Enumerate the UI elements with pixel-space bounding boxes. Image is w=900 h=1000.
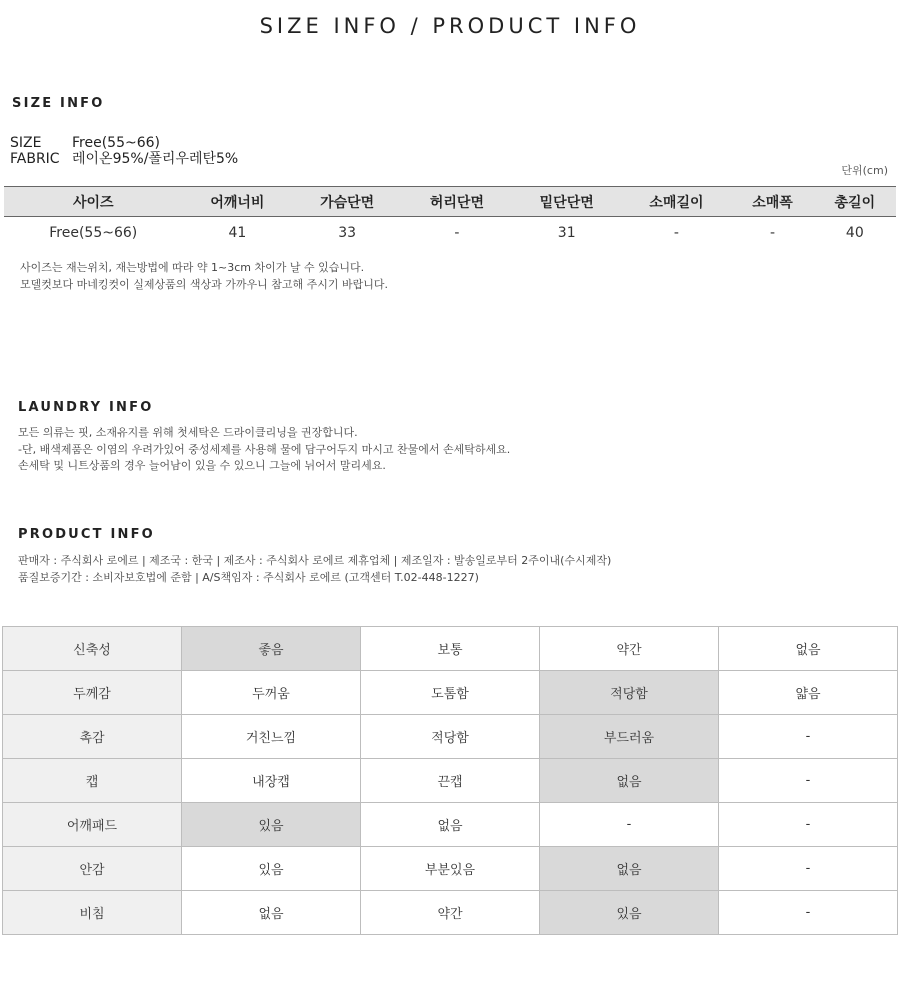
attribute-row — [3, 759, 898, 803]
table-cell: 31 — [557, 224, 576, 241]
attribute-option: - — [540, 803, 719, 847]
attribute-row — [3, 891, 898, 935]
attribute-option: 없음 — [361, 803, 540, 847]
header-cell: 가슴단면 — [292, 187, 402, 217]
attribute-option: - — [719, 803, 898, 847]
attribute-option: 얇음 — [719, 671, 898, 715]
attribute-label: 촉감 — [3, 715, 182, 759]
header-cell: 소매폭 — [731, 187, 813, 217]
attribute-option-selected: 적당함 — [540, 671, 719, 715]
attribute-row — [3, 803, 898, 847]
product-info-title: PRODUCT INFO — [18, 527, 155, 542]
size-table-header — [4, 187, 896, 217]
unit-label: 단위(cm) — [841, 164, 888, 177]
attribute-label: 어깨패드 — [3, 803, 182, 847]
attribute-option: 약간 — [361, 891, 540, 935]
attribute-option: - — [719, 891, 898, 935]
table-cell: - — [454, 224, 460, 241]
header-cell: 밑단단면 — [512, 187, 622, 217]
attribute-option: 도톰함 — [361, 671, 540, 715]
attribute-option: 내장캡 — [182, 759, 361, 803]
header-cell: 허리단면 — [402, 187, 512, 217]
header-cell: 소매길이 — [622, 187, 732, 217]
size-notes — [20, 260, 388, 293]
table-row — [4, 217, 896, 249]
size-spec — [10, 135, 160, 151]
attribute-row — [3, 847, 898, 891]
attribute-label: 신축성 — [3, 627, 182, 671]
header-cell: 사이즈 — [4, 187, 183, 217]
attribute-option: 약간 — [540, 627, 719, 671]
attribute-label: 캡 — [3, 759, 182, 803]
attribute-option: - — [719, 715, 898, 759]
size-info-title: SIZE INFO — [12, 96, 105, 111]
attribute-option: - — [719, 759, 898, 803]
attribute-option-selected: 좋음 — [182, 627, 361, 671]
attribute-table — [2, 626, 898, 935]
attribute-option-selected: 부드러움 — [540, 715, 719, 759]
table-cell: 41 — [228, 224, 247, 241]
product-line: 품질보증기간 : 소비자보호법에 준함 | A/S책임자 : 주식회사 로에르 (고객센터 T.02-448-1227) — [18, 570, 479, 584]
laundry-line: 손세탁 및 니트상품의 경우 늘어남이 있을 수 있으니 그늘에 뉘어서 말리세요. — [18, 459, 386, 472]
attribute-row — [3, 671, 898, 715]
attribute-option-selected: 없음 — [540, 847, 719, 891]
size-label: SIZE — [10, 135, 42, 151]
attribute-label: 두께감 — [3, 671, 182, 715]
attribute-option: 끈캡 — [361, 759, 540, 803]
header-cell: 어깨너비 — [183, 187, 293, 217]
size-value: Free(55~66) — [72, 135, 160, 151]
laundry-line: 모든 의류는 핏, 소재유지를 위해 첫세탁은 드라이클리닝을 권장합니다. — [18, 426, 358, 439]
fabric-value: 레이온95%/폴리우레탄5% — [72, 151, 239, 167]
table-cell: 40 — [845, 224, 864, 241]
laundry-line: -단, 배색제품은 이염의 우려가있어 중성세제를 사용해 물에 담구어두지 마시고 찬물에서 손세탁하세요. — [18, 442, 511, 456]
attribute-option-selected: 있음 — [182, 803, 361, 847]
attribute-label: 안감 — [3, 847, 182, 891]
attribute-option: 부분있음 — [361, 847, 540, 891]
fabric-label: FABRIC — [10, 151, 60, 167]
laundry-notes — [18, 425, 510, 475]
laundry-info-title: LAUNDRY INFO — [18, 400, 154, 415]
attribute-option: 두꺼움 — [182, 671, 361, 715]
note-line: 모델컷보다 마네킹컷이 실제상품의 색상과 가까우니 참고해 주시기 바랍니다. — [20, 277, 389, 291]
attribute-option-selected: 없음 — [540, 759, 719, 803]
product-line: 판매자 : 주식회사 로에르 | 제조국 : 한국 | 제조사 : 주식회사 로에르 제휴업체 | 제조일자 : 발송일로부터 2주이내(수시제작) — [18, 554, 612, 567]
fabric-spec — [10, 151, 238, 167]
table-cell: 33 — [338, 224, 357, 241]
page-title: SIZE INFO / PRODUCT INFO — [259, 14, 641, 38]
attribute-row — [3, 627, 898, 671]
attribute-label: 비침 — [3, 891, 182, 935]
attribute-row — [3, 715, 898, 759]
table-cell: Free(55~66) — [49, 224, 138, 241]
attribute-option: 보통 — [361, 627, 540, 671]
note-line: 사이즈는 재는위치, 재는방법에 따라 약 1~3cm 차이가 날 수 있습니다. — [20, 261, 365, 274]
attribute-option: 있음 — [182, 847, 361, 891]
attribute-option-selected: 있음 — [540, 891, 719, 935]
attribute-option: 거친느낌 — [182, 715, 361, 759]
attribute-option: 적당함 — [361, 715, 540, 759]
attribute-option: - — [719, 847, 898, 891]
table-cell: - — [769, 224, 776, 241]
header-cell: 총길이 — [814, 187, 896, 217]
attribute-option: 없음 — [719, 627, 898, 671]
table-cell: - — [673, 224, 679, 241]
product-notes — [18, 553, 611, 586]
size-table — [4, 186, 896, 249]
attribute-option: 없음 — [182, 891, 361, 935]
